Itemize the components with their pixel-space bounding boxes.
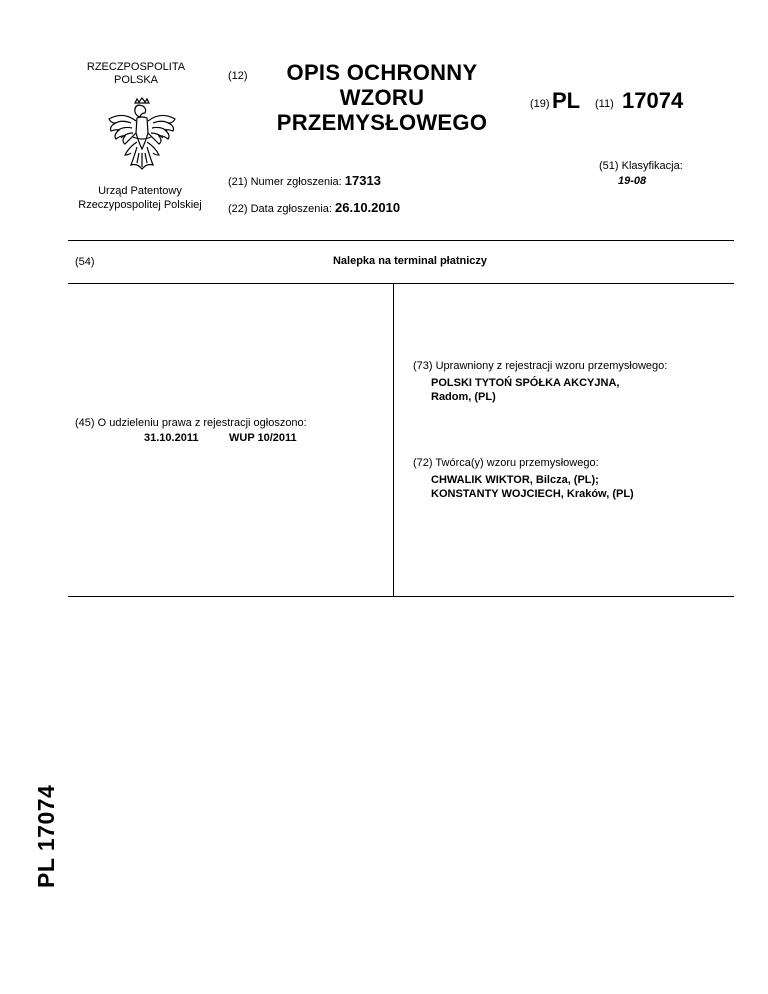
code-12: (12) (228, 70, 248, 82)
grant-bulletin: WUP 10/2011 (229, 432, 297, 444)
patent-office-name (60, 184, 220, 212)
polish-eagle-icon (101, 97, 183, 179)
owner-name: POLSKI TYTOŃ SPÓŁKA AKCYJNA, (431, 377, 620, 389)
application-number-value: 17313 (344, 173, 381, 188)
application-number-row (228, 173, 381, 188)
country-code: PL (552, 88, 581, 113)
country-name: RZECZPOSPOLITA POLSKA (86, 61, 186, 86)
code-54: (54) (75, 256, 95, 268)
creators-label: (72) Twórca(y) wzoru przemysłowego: (413, 457, 599, 469)
office-name-line2: Rzeczypospolitej Polskiej (78, 199, 202, 211)
application-date-value: 26.10.2010 (335, 200, 401, 215)
divider-top (68, 240, 734, 241)
divider-middle (68, 283, 734, 284)
patent-number: 17074 (622, 88, 684, 113)
grant-announcement-label: (45) O udzieleniu prawa z rejestracji ogłoszono: (75, 417, 307, 429)
application-number-label: (21) Numer zgłoszenia: (228, 176, 342, 188)
grant-date: 31.10.2011 (144, 432, 199, 444)
classification-value: 19-08 (618, 175, 647, 187)
application-date-label: (22) Data zgłoszenia: (228, 203, 332, 215)
owner-label: (73) Uprawniony z rejestracji wzoru przemysłowego: (413, 360, 668, 372)
design-title: Nalepka na terminal płatniczy (332, 255, 488, 267)
owner-location: Radom, (PL) (431, 391, 496, 403)
code-19: (19) (530, 98, 550, 110)
divider-bottom (68, 596, 734, 597)
divider-vertical (393, 284, 394, 596)
creator-2: KONSTANTY WOJCIECH, Kraków, (PL) (431, 488, 634, 500)
code-11: (11) (595, 98, 614, 110)
creator-1: CHWALIK WIKTOR, Bilcza, (PL); (431, 474, 599, 486)
classification-label: (51) Klasyfikacja: (599, 160, 683, 172)
side-patent-number: PL 17074 (33, 784, 59, 888)
document-title: OPIS OCHRONNY WZORU PRZEMYSŁOWEGO (276, 60, 488, 135)
office-name-line1: Urząd Patentowy (98, 185, 182, 197)
application-date-row (228, 200, 400, 215)
